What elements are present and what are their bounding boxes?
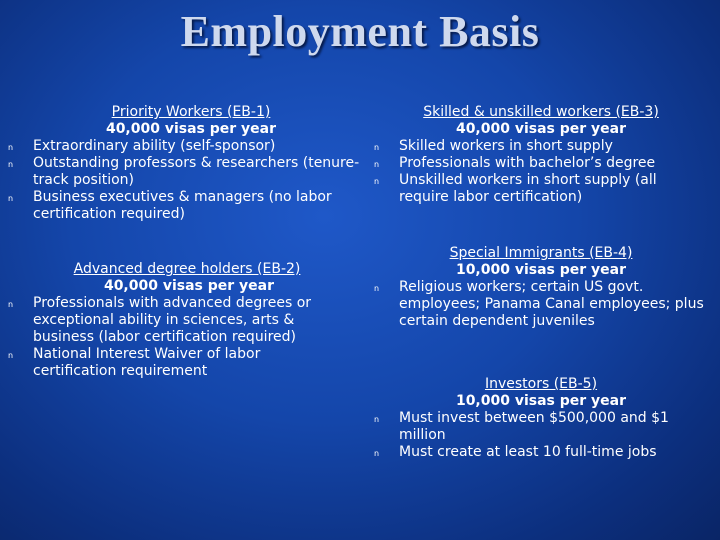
bullet-icon: n: [374, 143, 380, 152]
eb1-heading: Priority Workers (EB-1): [111, 104, 271, 120]
slide-title: Employment Basis: [180, 7, 540, 56]
eb3-heading: Skilled & unskilled workers (EB-3): [423, 104, 659, 120]
bullet-icon: n: [374, 177, 380, 186]
bullet-icon: n: [8, 351, 14, 360]
eb3-visas: 40,000 visas per year: [455, 121, 627, 137]
eb2-visas: 40,000 visas per year: [103, 278, 275, 294]
list-item: [366, 155, 716, 172]
bullet-icon: n: [8, 194, 14, 203]
list-item: [366, 172, 679, 206]
eb4-section: [366, 245, 716, 330]
list-item-text: Must create at least 10 full-time jobs: [399, 444, 657, 460]
list-item-text: Skilled workers in short supply: [399, 138, 613, 154]
eb5-heading: Investors (EB-5): [484, 376, 598, 392]
eb5-section: [366, 376, 716, 461]
list-item: [366, 444, 699, 461]
bullet-icon: n: [374, 449, 380, 458]
list-item: [0, 189, 353, 223]
list-item-text: National Interest Waiver of labor certification requirement: [33, 346, 261, 379]
eb2-heading: Advanced degree holders (EB-2): [73, 261, 301, 277]
eb2-section: [0, 261, 360, 380]
eb5-visas: 10,000 visas per year: [455, 393, 627, 409]
bullet-icon: n: [374, 284, 380, 293]
bullet-icon: n: [374, 415, 380, 424]
list-item-text: Religious workers; certain US govt. employees; Panama Canal employees; plus certain dependent juveniles: [399, 279, 704, 329]
list-item-text: Business executives & managers (no labor certification required): [33, 189, 332, 222]
list-item-text: Professionals with advanced degrees or exceptional ability in sciences, arts & business (labor certification required): [33, 295, 312, 345]
list-item-text: Must invest between $500,000 and $1 million: [399, 410, 669, 443]
eb4-visas: 10,000 visas per year: [455, 262, 627, 278]
list-item-text: Extraordinary ability (self-sponsor): [33, 138, 276, 154]
list-item-text: Outstanding professors & researchers (tenure-track position): [33, 155, 360, 188]
eb4-heading: Special Immigrants (EB-4): [449, 245, 633, 261]
list-item: [0, 346, 328, 380]
list-item: [366, 138, 716, 155]
eb1-visas: 40,000 visas per year: [105, 121, 277, 137]
list-item-text: Unskilled workers in short supply (all require labor certification): [399, 172, 657, 205]
eb1-section: [0, 104, 360, 223]
list-item: [0, 295, 358, 346]
list-item: [0, 155, 360, 189]
bullet-icon: n: [8, 300, 14, 309]
bullet-icon: n: [374, 160, 380, 169]
list-item-text: Professionals with bachelor’s degree: [399, 155, 656, 171]
eb3-section: [366, 104, 716, 206]
bullet-icon: n: [8, 143, 14, 152]
list-item: [0, 138, 360, 155]
list-item: [366, 410, 714, 444]
bullet-icon: n: [8, 160, 14, 169]
list-item: [366, 279, 714, 330]
